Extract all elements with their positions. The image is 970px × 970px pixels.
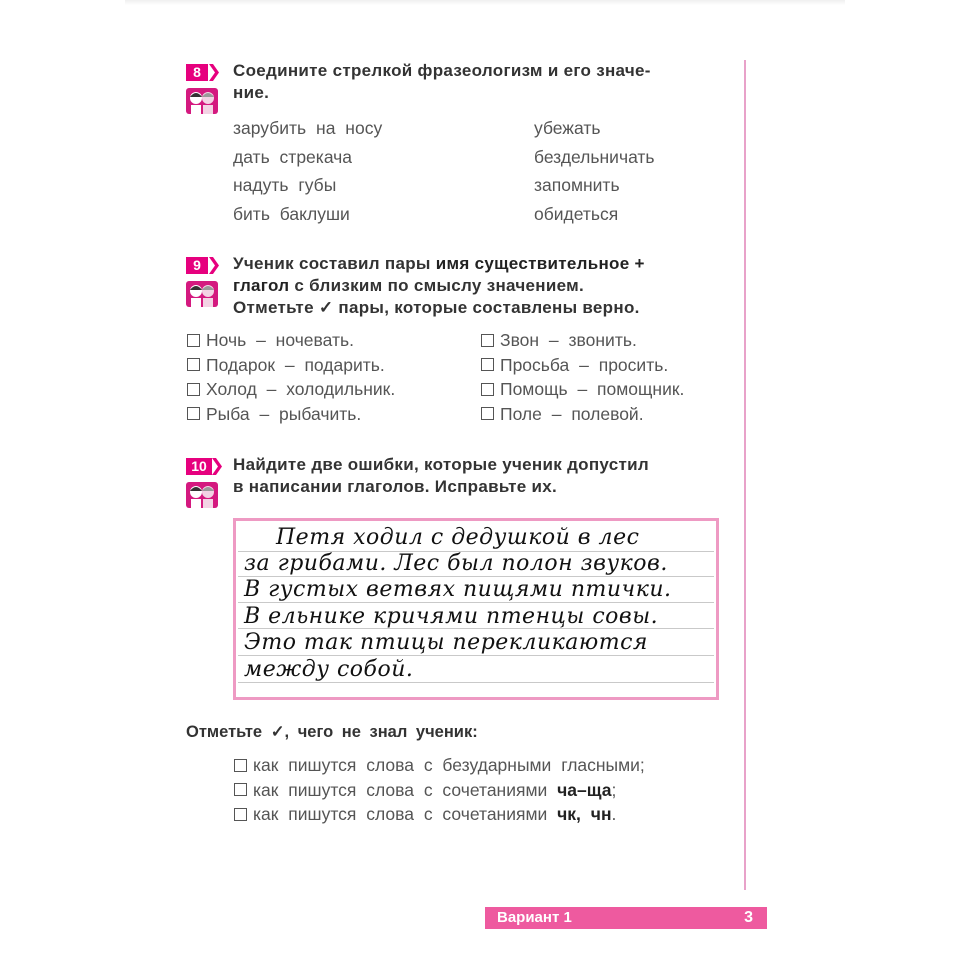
meaning-item[interactable]: убежать	[534, 118, 601, 138]
question-line: Отметьте ✓ пары, которые составлены верно.	[233, 298, 640, 317]
checkbox[interactable]	[481, 358, 494, 371]
page-top-edge	[125, 0, 845, 5]
option-label: Подарок – подарить.	[206, 354, 385, 375]
ruled-line	[238, 682, 714, 683]
handwritten-line: Это так птицы перекликаются	[244, 630, 648, 655]
pairs-right-column	[481, 328, 684, 426]
task-number: 9	[186, 257, 208, 274]
checkbox-option[interactable]	[234, 802, 645, 827]
handwritten-line: Петя ходил с дедушкой в лес	[276, 525, 640, 550]
page-footer	[485, 907, 767, 929]
checkbox-option[interactable]	[187, 377, 395, 402]
option-emphasis: ча–ща	[557, 779, 612, 800]
checkbox[interactable]	[481, 383, 494, 396]
option-label: Поле – полевой.	[500, 403, 644, 424]
checkbox[interactable]	[187, 383, 200, 396]
question-line: ние.	[233, 83, 270, 102]
checkbox-option[interactable]	[481, 328, 684, 353]
question-line	[233, 275, 728, 297]
checkbox-option[interactable]	[481, 402, 684, 427]
task-number: 8	[186, 64, 208, 81]
checkbox[interactable]	[234, 808, 247, 821]
handwritten-text-frame	[233, 518, 719, 700]
handwritten-line: за грибами. Лес был полон звуков.	[244, 551, 668, 576]
checkbox-option[interactable]	[187, 328, 395, 353]
question-line: Соедините стрелкой фразеологизм и его значе-	[233, 61, 651, 80]
meaning-item[interactable]: обидеться	[534, 203, 619, 224]
variant-label: Вариант 1	[497, 909, 572, 926]
option-label: Рыба – рыбачить.	[206, 403, 362, 424]
option-label: Просьба – просить.	[500, 354, 669, 375]
badge-arrow-icon	[209, 64, 219, 81]
question-line	[233, 253, 728, 275]
task-question	[233, 454, 728, 498]
task-question	[233, 253, 728, 319]
option-emphasis: чк, чн	[557, 804, 612, 824]
checkbox-option[interactable]	[234, 753, 645, 778]
checkbox[interactable]	[234, 783, 247, 796]
pairs-left-column	[187, 328, 395, 426]
phrase-item[interactable]: зарубить на носу	[233, 118, 383, 138]
option-tail: .	[611, 804, 617, 824]
sub-question: Отметьте ✓, чего не знал ученик:	[186, 723, 478, 741]
checkbox-option[interactable]	[481, 377, 684, 402]
checkbox[interactable]	[481, 334, 494, 347]
phrase-item[interactable]: дать стрекача	[233, 146, 353, 167]
option-label: как пишутся слова с безударными гласными;	[253, 755, 645, 775]
checkbox-option[interactable]	[481, 353, 684, 378]
task-number: 10	[186, 458, 212, 475]
phrase-item[interactable]: надуть губы	[233, 175, 337, 195]
option-label: Холод – холодильник.	[206, 379, 396, 399]
meaning-item[interactable]: бездельничать	[534, 146, 655, 167]
task-question	[233, 60, 728, 104]
checkbox[interactable]	[481, 407, 494, 420]
page-number: 3	[744, 909, 753, 926]
question-line: в написании глаголов. Исправьте их.	[233, 477, 558, 496]
meaning-list	[534, 114, 655, 228]
ruled-line	[238, 602, 714, 603]
pair-work-icon	[186, 88, 218, 114]
option-label: как пишутся слова с сочетаниями	[253, 779, 558, 800]
question-emphasis: имя существительное +	[435, 254, 645, 273]
handwritten-line: В ельнике кричями птенцы совы.	[244, 604, 659, 629]
margin-line	[744, 60, 746, 890]
question-text: Ученик составил пары	[233, 254, 436, 273]
question-text: с близким по смыслу значением.	[289, 276, 585, 295]
checkbox[interactable]	[187, 407, 200, 420]
pair-work-icon	[186, 482, 218, 508]
option-tail: ;	[611, 779, 617, 800]
badge-arrow-icon	[212, 458, 222, 475]
error-type-options	[234, 753, 645, 827]
option-label: как пишутся слова с сочетаниями	[253, 804, 558, 824]
option-label: Помощь – помощник.	[500, 379, 685, 399]
checkbox-option[interactable]	[187, 353, 395, 378]
pair-work-icon	[186, 281, 218, 307]
phrase-list	[233, 114, 382, 228]
badge-arrow-icon	[209, 257, 219, 274]
question-line: Найдите две ошибки, которые ученик допустил	[233, 455, 649, 474]
checkbox[interactable]	[187, 334, 200, 347]
option-label: Звон – звонить.	[500, 330, 637, 350]
meaning-item[interactable]: запомнить	[534, 175, 620, 195]
checkbox-option[interactable]	[234, 778, 645, 803]
checkbox[interactable]	[234, 759, 247, 772]
handwritten-line: В густых ветвях пищями птички.	[244, 577, 672, 602]
option-label: Ночь – ночевать.	[206, 330, 354, 350]
checkbox-option[interactable]	[187, 402, 395, 427]
ruled-line	[238, 655, 714, 656]
checkbox[interactable]	[187, 358, 200, 371]
phrase-item[interactable]: бить баклуши	[233, 203, 350, 224]
question-emphasis: глагол	[233, 276, 290, 295]
handwritten-line: между собой.	[244, 657, 414, 682]
